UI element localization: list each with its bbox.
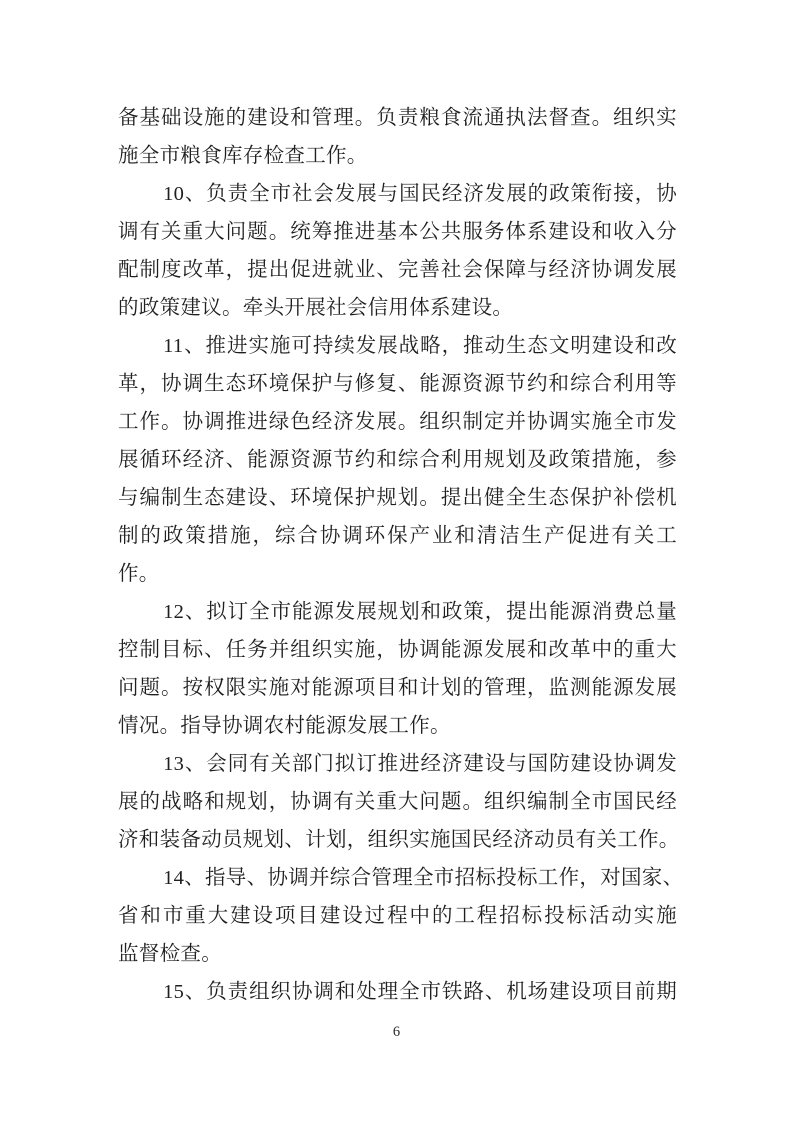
text-line: 展循环经济、能源资源节约和综合利用规划及政策措施，参	[118, 449, 677, 471]
text-line: 制的政策措施，综合协调环保产业和清洁生产促进有关工	[118, 525, 677, 547]
text-line: 10、负责全市社会发展与国民经济发展的政策衔接，协	[163, 183, 677, 205]
text-line: 展的战略和规划，协调有关重大问题。组织编制全市国民经	[118, 791, 677, 813]
text-line: 施全市粮食库存检查工作。	[118, 145, 368, 167]
page-number: 6	[392, 1024, 401, 1040]
paragraph-10	[118, 175, 677, 327]
text-line: 配制度改革，提出促进就业、完善社会保障与经济协调发展	[118, 259, 677, 281]
paragraph-13	[118, 745, 680, 859]
text-line: 省和市重大建设项目建设过程中的工程招标投标活动实施	[118, 905, 677, 927]
text-line: 济和装备动员规划、计划，组织实施国民经济动员有关工作。	[118, 829, 680, 851]
text-line: 调有关重大问题。统筹推进基本公共服务体系建设和收入分	[118, 221, 677, 243]
text-line: 工作。协调推进绿色经济发展。组织制定并协调实施全市发	[118, 411, 677, 433]
paragraph-11	[118, 327, 677, 593]
text-line: 12、拟订全市能源发展规划和政策，提出能源消费总量	[163, 601, 677, 623]
text-line: 11、推进实施可持续发展战略，推动生态文明建设和改	[163, 335, 677, 357]
text-line: 备基础设施的建设和管理。负责粮食流通执法督查。组织实	[118, 107, 677, 129]
text-line: 的政策建议。牵头开展社会信用体系建设。	[118, 297, 514, 319]
text-line: 14、指导、协调并综合管理全市招标投标工作，对国家、	[163, 867, 684, 889]
text-line: 与编制生态建设、环境保护规划。提出健全生态保护补偿机	[118, 487, 677, 509]
paragraph-14	[118, 859, 684, 973]
text-line: 监督检查。	[118, 943, 222, 965]
text-line: 作。	[118, 563, 160, 585]
paragraph-9-continuation	[118, 99, 677, 175]
text-line: 情况。指导协调农村能源发展工作。	[118, 715, 451, 737]
document-body	[118, 99, 684, 1011]
text-line: 控制目标、任务并组织实施，协调能源发展和改革中的重大	[118, 639, 677, 661]
text-line: 问题。按权限实施对能源项目和计划的管理，监测能源发展	[118, 677, 677, 699]
text-line: 15、负责组织协调和处理全市铁路、机场建设项目前期	[163, 981, 677, 1003]
text-line: 13、会同有关部门拟订推进经济建设与国防建设协调发	[163, 753, 677, 775]
paragraph-12	[118, 593, 677, 745]
text-line: 革，协调生态环境保护与修复、能源资源节约和综合利用等	[118, 373, 677, 395]
paragraph-15	[118, 973, 677, 1011]
